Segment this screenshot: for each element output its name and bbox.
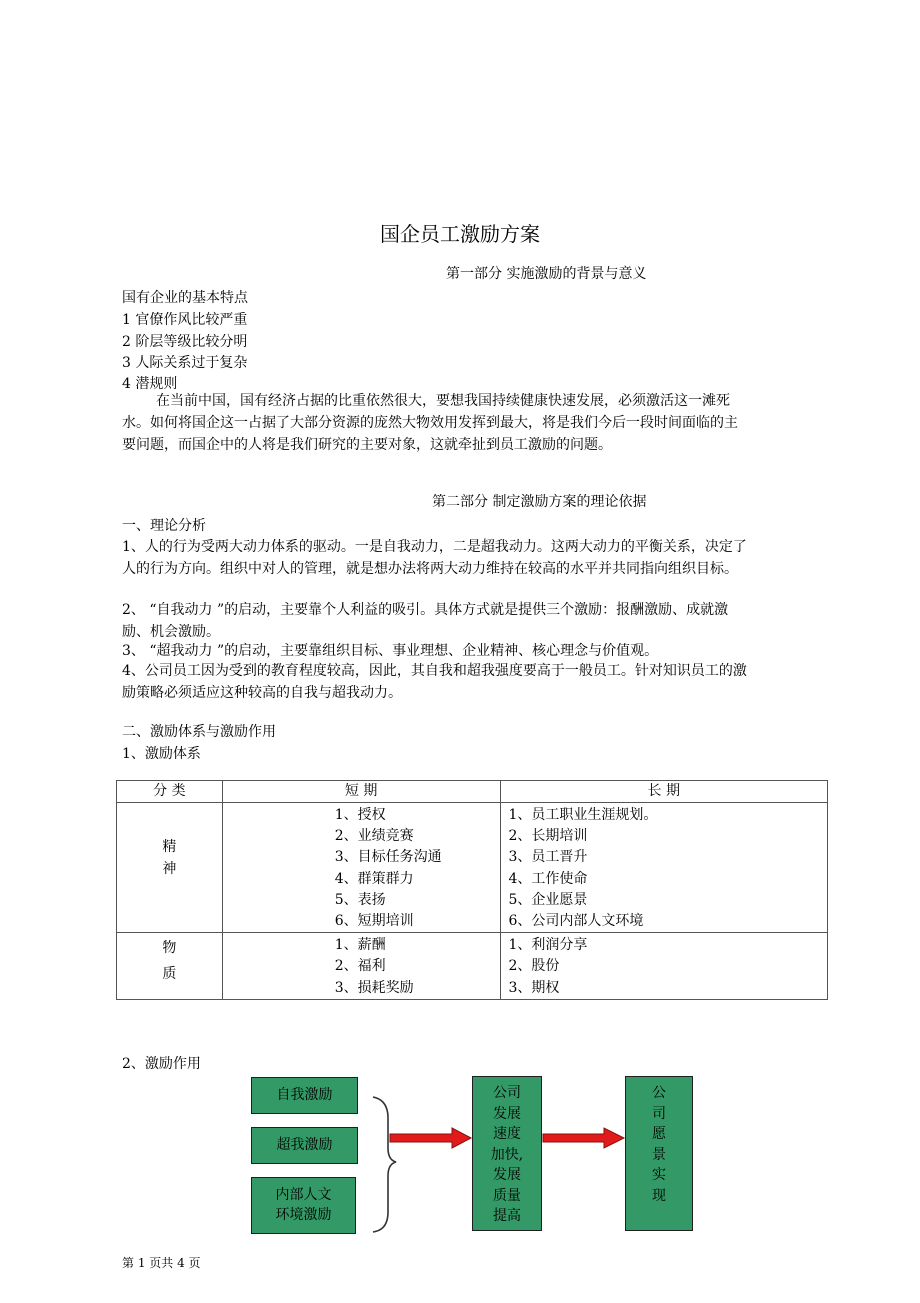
arrow-to-vision — [543, 1128, 624, 1148]
list-item: 3、期权 — [508, 979, 560, 996]
header-category: 分 类 — [117, 781, 223, 803]
list-item: 4、群策群力 — [334, 870, 414, 887]
section1-title: 一、理论分析 — [122, 518, 206, 534]
category-char: 物 — [162, 940, 177, 957]
theory-point: 2、 “自我动力 ”的启动，主要靠个人利益的吸引。具体方式就是提供三个激励：报酬激励、成就激励、机会激励。 — [122, 602, 729, 640]
category-char: 精 — [162, 839, 177, 855]
subsection1-title: 1、激励体系 — [122, 746, 201, 762]
brace-shape — [373, 1097, 396, 1232]
feature-item: 1 官僚作风比较严重 — [122, 312, 248, 328]
theory-point: 1、人的行为受两大动力体系的驱动。一是自我动力，二是超我动力。这两大动力的平衡关系，决定了人的行为方向。组织中对人的管理，就是想办法将两大动力维持在较高的水平并共同指向组织目标。 — [122, 539, 747, 577]
box-text: 公司 — [493, 1085, 521, 1101]
part1-heading: 第一部分 实施激励的背景与意义 — [446, 266, 647, 282]
list-item: 1、员工职业生涯规划。 — [508, 807, 658, 823]
box-text: 速度 — [493, 1126, 521, 1142]
box-text: 公 — [652, 1085, 666, 1101]
list-item: 2、福利 — [334, 958, 386, 975]
box-text: 加快, — [490, 1146, 524, 1163]
theory-point: 4、公司员工因为受到的教育程度较高，因此，其自我和超我强度要高于一般员工。针对知识员工的激励策略必须适应这种较高的自我与超我动力。 — [122, 663, 747, 701]
list-item: 6、公司内部人文环境 — [508, 913, 644, 930]
feature-item: 3 人际关系过于复杂 — [122, 355, 248, 371]
list-item: 6、短期培训 — [334, 913, 414, 930]
part2-heading: 第二部分 制定激励方案的理论依据 — [432, 494, 647, 510]
category-char: 质 — [162, 966, 177, 983]
subsection2-title: 2、激励作用 — [122, 1056, 201, 1072]
box-text: 实 — [652, 1167, 666, 1183]
box-text: 质量 — [493, 1187, 521, 1204]
header-long-term: 长 期 — [500, 781, 827, 803]
page-title: 国企员工激励方案 — [380, 222, 540, 246]
box-text: 提高 — [493, 1208, 521, 1224]
header-short-term: 短 期 — [222, 781, 500, 803]
list-item: 3、损耗奖励 — [334, 979, 414, 996]
list-item: 3、目标任务沟通 — [334, 849, 442, 866]
list-item: 1、利润分享 — [508, 937, 588, 954]
list-item: 5、企业愿景 — [508, 891, 588, 908]
section2-title: 二、激励体系与激励作用 — [122, 724, 276, 740]
culture-incentive-box: 内部人文环境激励 — [251, 1177, 356, 1234]
list-item: 5、表扬 — [334, 891, 386, 908]
page-footer: 第 1 页共 4 页 — [122, 1256, 201, 1270]
feature-item: 4 潜规则 — [122, 376, 178, 392]
list-item: 1、授权 — [334, 807, 386, 823]
arrow-to-development — [390, 1128, 471, 1148]
features-title: 国有企业的基本特点 — [122, 290, 248, 306]
list-item: 2、业绩竞赛 — [334, 828, 414, 845]
theory-point: 3、 “超我动力 ”的启动，主要靠组织目标、事业理想、企业精神、核心理念与价值观。 — [122, 643, 659, 659]
box-text: 现 — [652, 1187, 666, 1204]
list-item: 2、股份 — [508, 958, 560, 975]
box-text: 景 — [652, 1146, 666, 1163]
self-incentive-box: 自我激励 — [251, 1077, 358, 1114]
box-text: 发展 — [493, 1105, 521, 1122]
list-item: 1、薪酬 — [334, 937, 386, 954]
box-text: 司 — [652, 1105, 666, 1122]
list-item: 4、工作使命 — [508, 870, 588, 887]
feature-item: 2 阶层等级比较分明 — [122, 334, 248, 350]
category-char: 神 — [162, 861, 177, 877]
box-text: 愿 — [652, 1126, 666, 1142]
background-paragraph: 在当前中国，国有经济占据的比重依然很大，要想我国持续健康快速发展，必须激活这一滩死水。如何将国企这一占据了大部分资源的庞然大物效用发挥到最大，将是我们今后一段时间面临的主要问题，而国企中的人将是我们研究的主要对象，这就牵扯到员工激励的问题。 — [122, 393, 738, 453]
list-item: 2、长期培训 — [508, 828, 588, 845]
box-text: 发展 — [493, 1167, 521, 1183]
list-item: 3、员工晋升 — [508, 849, 588, 866]
superego-incentive-box: 超我激励 — [251, 1127, 358, 1164]
